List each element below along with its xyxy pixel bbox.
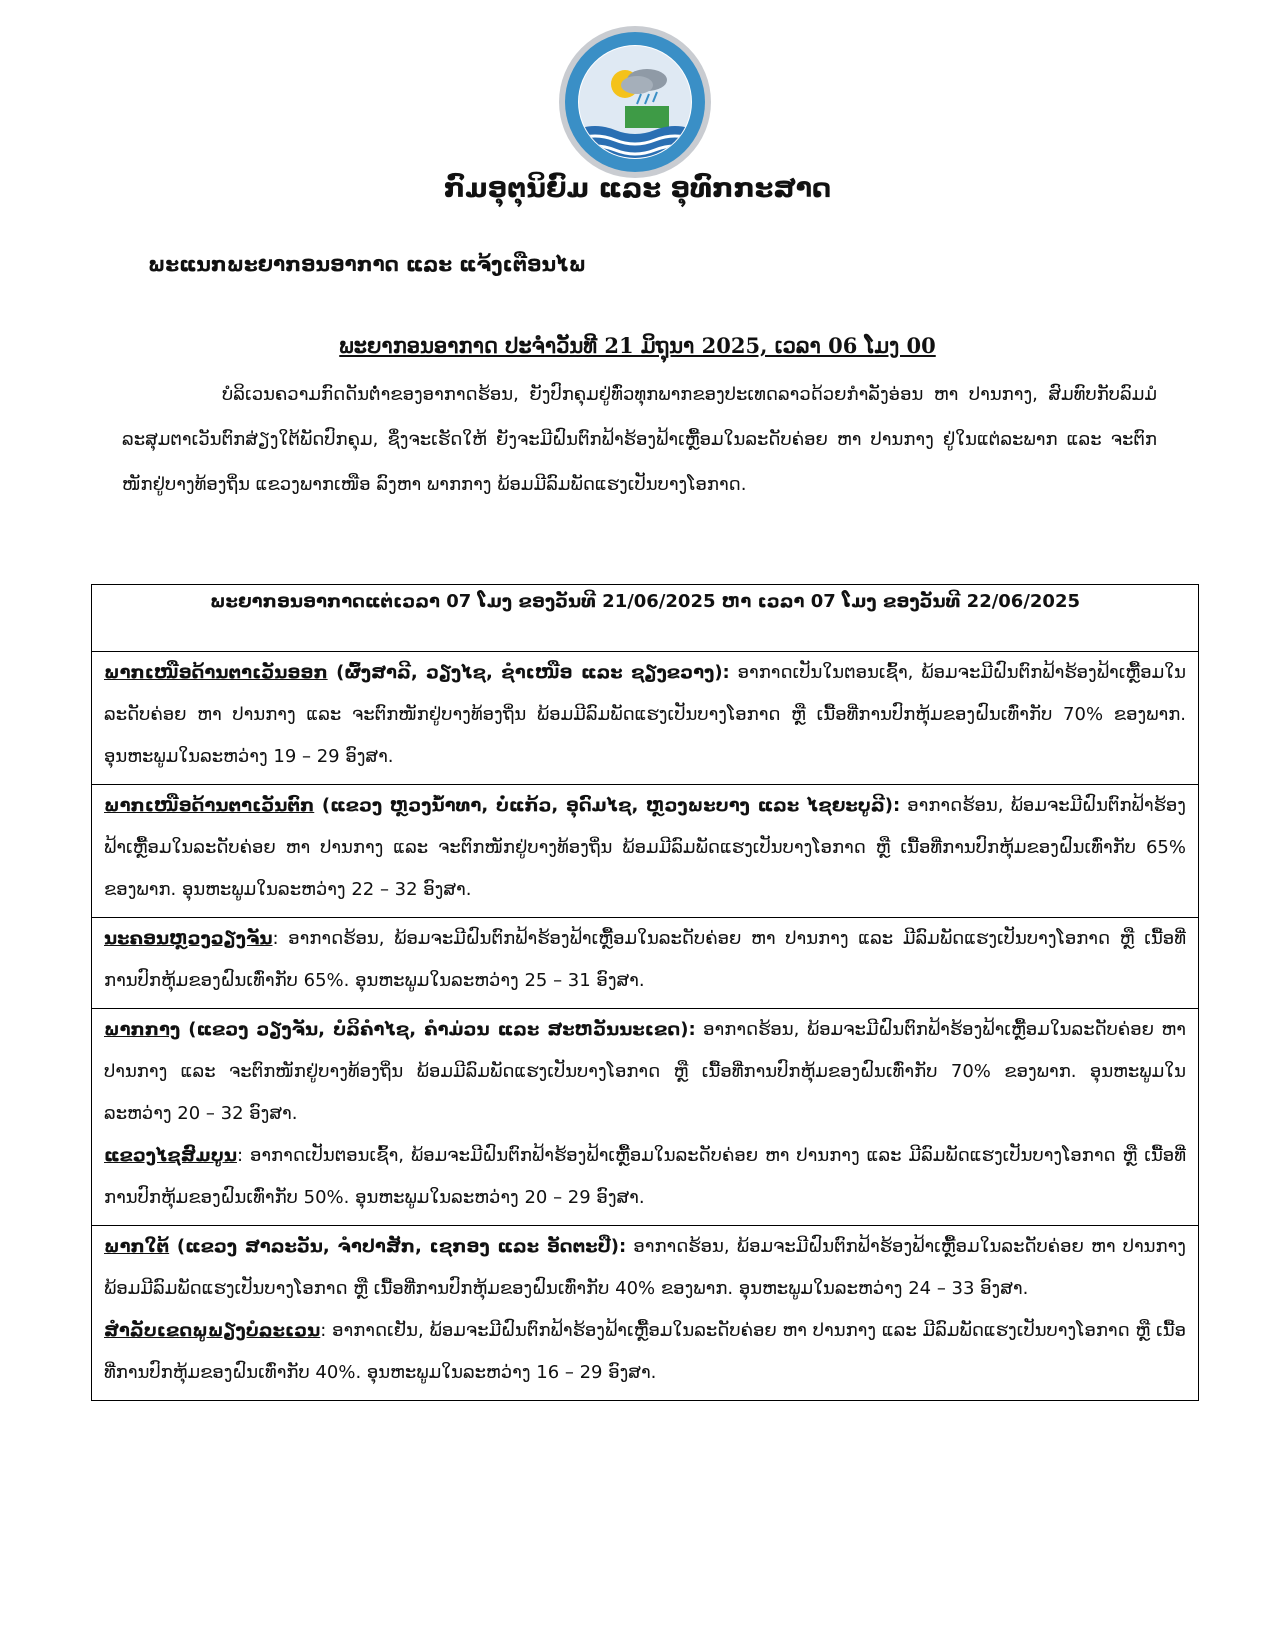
region-name: ພາກໃຕ້	[104, 1236, 170, 1257]
region-forecast-text: ອາກາດຮ້ອນ, ພ້ອມຈະມີຝົນຕົກຟ້າຮ້ອງຟ້າເຫຼື້ອມໃນລະດັບຄ່ອຍ ຫາ ປານກາງ ແລະ ຈະຕົກໜັກຢູ່ບາງທ້ອງຖິ່ນ ພ້ອມມີລົມພັດແຮງເປັນບາງໂອກາດ ຫຼື ເນື້ອທີ່ການປົກຫຸ້ມຂອງຝົນເທົ່າກັບ 70% ຂອງພາກ. ອຸນຫະພູມໃນລະຫວ່າງ 20 – 32 ອົງສາ.	[104, 1019, 1186, 1124]
region-forecast-text: : ອາກາດເປັນຕອນເຊົ້າ, ພ້ອມຈະມີຝົນຕົກຟ້າຮ້ອງຟ້າເຫຼື້ອມໃນລະດັບຄ່ອຍ ຫາ ປານກາງ ແລະ ມີລົມພັດແຮງເປັນບາງໂອກາດ ຫຼື ເນື້ອທີ່ການປົກຫຸ້ມຂອງຝົນເທົ່າກັບ 50%. ອຸນຫະພູມໃນລະຫວ່າງ 20 – 29 ອົງສາ.	[104, 1145, 1186, 1208]
region-forecast-text: ອາກາດເປັນໃນຕອນເຊົ້າ, ພ້ອມຈະມີຝົນຕົກຟ້າຮ້ອງຟ້າເຫຼື້ອມໃນລະດັບຄ່ອຍ ຫາ ປານກາງ ແລະ ຈະຕົກໜັກຢູ່ບາງທ້ອງຖິ່ນ ພ້ອມມີລົມພັດແຮງເປັນບາງໂອກາດ ຫຼື ເນື້ອທີ່ການປົກຫຸ້ມຂອງຝົນເທົ່າກັບ 70% ຂອງພາກ. ອຸນຫະພູມໃນລະຫວ່າງ 19 – 29 ອົງສາ.	[104, 662, 1186, 767]
table-row	[92, 918, 1199, 1009]
dmh-emblem-icon	[555, 22, 715, 182]
region-cell	[92, 1009, 1199, 1226]
region-cell	[92, 918, 1199, 1009]
region-provinces: (ແຂວງ ວຽງຈັນ, ບໍລິຄຳໄຊ, ຄຳມ່ວນ ແລະ ສະຫວັນນະເຂດ):	[180, 1019, 696, 1040]
region-cell	[92, 1226, 1199, 1401]
region-provinces: (ຜົ້ງສາລີ, ວຽງໄຊ, ຊຳເໜືອ ແລະ ຊຽງຂວາງ):	[327, 662, 730, 683]
forecast-title: ພະຍາກອນອາກາດ ປະຈຳວັນທີ 21 ມິຖຸນາ 2025, ເວລາ 06 ໂມງ 00	[339, 333, 936, 358]
region-forecast-text: ອາກາດຮ້ອນ, ພ້ອມຈະມີຝົນຕົກຟ້າຮ້ອງຟ້າເຫຼື້ອມໃນລະດັບຄ່ອຍ ຫາ ປານກາງ ແລະ ຈະຕົກໜັກຢູ່ບາງທ້ອງຖິ່ນ ພ້ອມມີລົມພັດແຮງເປັນບາງໂອກາດ ຫຼື ເນື້ອທີ່ການປົກຫຸ້ມຂອງຝົນເທົ່າກັບ 65% ຂອງພາກ. ອຸນຫະພູມໃນລະຫວ່າງ 22 – 32 ອົງສາ.	[104, 795, 1186, 900]
region-name: ພາກກາງ	[104, 1019, 181, 1040]
forecast-table-header: ພະຍາກອນອາກາດແຕ່ເວລາ 07 ໂມງ ຂອງວັນທີ 21/06/2025 ຫາ ເວລາ 07 ໂມງ ຂອງວັນທີ 22/06/2025	[92, 585, 1199, 652]
region-cell	[92, 785, 1199, 918]
region-name: ສຳລັບເຂດພູພຽງບໍລະເວນ	[104, 1320, 321, 1341]
region-paragraph	[104, 1009, 1186, 1135]
region-forecast-text: : ອາກາດຮ້ອນ, ພ້ອມຈະມີຝົນຕົກຟ້າຮ້ອງຟ້າເຫຼື້ອມໃນລະດັບຄ່ອຍ ຫາ ປານກາງ ແລະ ມີລົມພັດແຮງເປັນບາງໂອກາດ ຫຼື ເນື້ອທີ່ການປົກຫຸ້ມຂອງຝົນເທົ່າກັບ 65%. ອຸນຫະພູມໃນລະຫວ່າງ 25 – 31 ອົງສາ.	[104, 928, 1186, 991]
region-provinces: (ແຂວງ ຫຼວງນ້ຳທາ, ບໍ່ແກ້ວ, ອຸດົມໄຊ, ຫຼວງພະບາງ ແລະ ໄຊຍະບູລີ):	[314, 795, 901, 816]
synopsis-paragraph: ບໍລິເວນຄວາມກົດດັນຕ່ຳຂອງອາກາດຮ້ອນ, ຍັງປົກຄຸມຢູ່ທົ່ວທຸກພາກຂອງປະເທດລາວດ້ວຍກຳລັງອ່ອນ ຫາ ປານກາງ, ສົມທົບກັບລົມມໍລະສຸມຕາເວັນຕົກສ່ຽງໃຕ້ພັດປົກຄຸມ, ຊຶ່ງຈະເຮັດໃຫ້ ຍັງຈະມີຝົນຕົກຟ້າຮ້ອງຟ້າເຫຼື້ອມໃນລະດັບຄ່ອຍ ຫາ ປານກາງ ຢູ່ໃນແຕ່ລະພາກ ແລະ ຈະຕົກໜັກຢູ່ບາງທ້ອງຖິ່ນ ແຂວງພາກເໜືອ ລົງຫາ ພາກກາງ ພ້ອມມີລົມພັດແຮງເປັນບາງໂອກາດ.	[122, 384, 1157, 495]
division-name: ພະແນກພະຍາກອນອາກາດ ແລະ ແຈ້ງເຕືອນໄພ	[148, 252, 587, 276]
table-row	[92, 1009, 1199, 1226]
table-row	[92, 652, 1199, 785]
region-cell	[92, 652, 1199, 785]
department-title: ກົມອຸຕຸນິຍົມ ແລະ ອຸທົກກະສາດ	[443, 173, 832, 204]
region-paragraph	[104, 1226, 1186, 1310]
region-paragraph	[104, 1135, 1186, 1219]
region-paragraph	[104, 1310, 1186, 1394]
region-provinces: (ແຂວງ ສາລະວັນ, ຈຳປາສັກ, ເຊກອງ ແລະ ອັດຕະປື):	[169, 1236, 627, 1257]
table-row	[92, 785, 1199, 918]
forecast-table	[91, 584, 1199, 1401]
region-forecast-text: : ອາກາດເຢັນ, ພ້ອມຈະມີຝົນຕົກຟ້າຮ້ອງຟ້າເຫຼື້ອມໃນລະດັບຄ່ອຍ ຫາ ປານກາງ ແລະ ມີລົມພັດແຮງເປັນບາງໂອກາດ ຫຼື ເນື້ອທີ່ການປົກຫຸ້ມຂອງຝົນເທົ່າກັບ 40%. ອຸນຫະພູມໃນລະຫວ່າງ 16 – 29 ອົງສາ.	[104, 1320, 1186, 1383]
region-paragraph	[104, 785, 1186, 911]
region-name: ພາກເໜືອດ້ານຕາເວັນຕົກ	[104, 795, 315, 816]
region-paragraph	[104, 918, 1186, 1002]
region-name: ແຂວງໄຊສົມບູນ	[104, 1145, 237, 1166]
region-forecast-text: ອາກາດຮ້ອນ, ພ້ອມຈະມີຝົນຕົກຟ້າຮ້ອງຟ້າເຫຼື້ອມໃນລະດັບຄ່ອຍ ຫາ ປານກາງ ພ້ອມມີລົມພັດແຮງເປັນບາງໂອກາດ ຫຼື ເນື້ອທີ່ການປົກຫຸ້ມຂອງຝົນເທົ່າກັບ 40% ຂອງພາກ. ອຸນຫະພູມໃນລະຫວ່າງ 24 – 33 ອົງສາ.	[104, 1236, 1186, 1299]
region-paragraph	[104, 652, 1186, 778]
region-name: ນະຄອນຫຼວງວຽງຈັນ	[104, 928, 273, 949]
region-name: ພາກເໜືອດ້ານຕາເວັນອອກ	[104, 662, 328, 683]
table-row	[92, 1226, 1199, 1401]
